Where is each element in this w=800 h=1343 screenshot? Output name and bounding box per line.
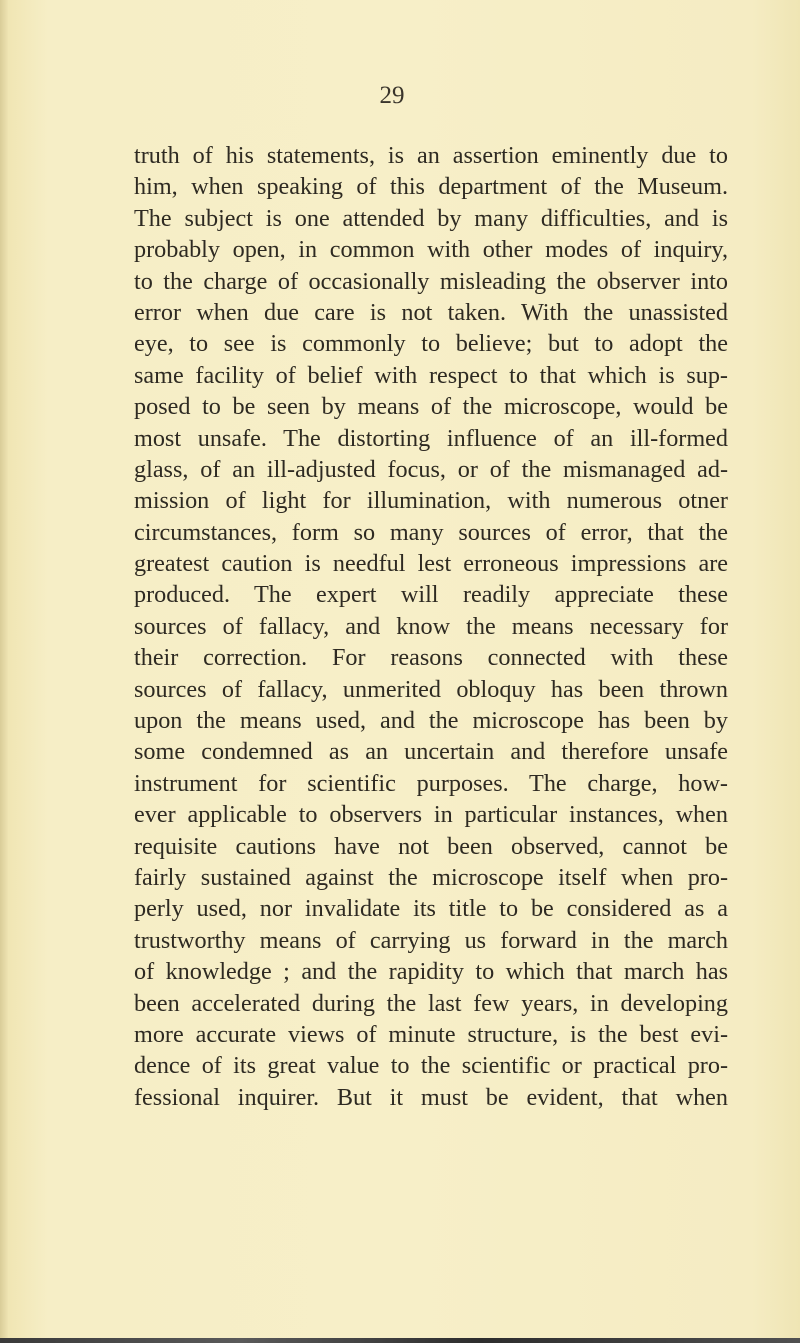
text-line-20: some condemned as an uncertain and therefore unsafe — [134, 738, 728, 766]
text-line-6: error when due care is not taken. With the unassisted — [134, 298, 728, 326]
text-line-26: trustworthy means of carrying us forward in the march — [134, 926, 728, 954]
text-line-29: more accurate views of minute structure, is the best evi- — [134, 1020, 728, 1048]
text-line-3: The subject is one attended by many difficulties, and is — [134, 204, 728, 232]
text-line-25: perly used, nor invalidate its title to be considered as a — [134, 895, 728, 923]
text-line-14: greatest caution is needful lest erroneous impressions are — [134, 550, 728, 578]
text-line-31: fessional inquirer. But it must be evident, that when — [134, 1083, 728, 1111]
text-line-23: requisite cautions have not been observed, cannot be — [134, 832, 728, 860]
page-gutter-edge — [0, 0, 8, 1343]
text-line-2: him, when speaking of this department of the Museum. — [134, 173, 728, 201]
text-line-16: sources of fallacy, and know the means necessary for — [134, 612, 728, 640]
text-line-13: circumstances, form so many sources of error, that the — [134, 518, 728, 546]
page-bottom-border — [0, 1338, 800, 1343]
text-line-8: same facility of belief with respect to that which is sup- — [134, 361, 728, 389]
text-line-28: been accelerated during the last few years, in developing — [134, 989, 728, 1017]
text-line-22: ever applicable to observers in particular instances, when — [134, 801, 728, 829]
text-line-9: posed to be seen by means of the microscope, would be — [134, 393, 728, 421]
text-line-21: instrument for scientific purposes. The charge, how- — [134, 769, 728, 797]
text-line-15: produced. The expert will readily appreciate these — [134, 581, 728, 609]
text-line-27: of knowledge ; and the rapidity to which that march has — [134, 958, 728, 986]
text-line-30: dence of its great value to the scientific or practical pro- — [134, 1052, 728, 1080]
text-line-19: upon the means used, and the microscope has been by — [134, 707, 728, 735]
text-line-24: fairly sustained against the microscope itself when pro- — [134, 863, 728, 891]
text-line-11: glass, of an ill-adjusted focus, or of the mismanaged ad- — [134, 455, 728, 483]
text-line-5: to the charge of occasionally misleading the observer into — [134, 267, 728, 295]
body-text — [134, 140, 728, 1113]
page-number: 29 — [379, 82, 405, 109]
text-line-17: their correction. For reasons connected with these — [134, 644, 728, 672]
text-line-18: sources of fallacy, unmerited obloquy has been thrown — [134, 675, 728, 703]
text-line-12: mission of light for illumination, with numerous otner — [134, 487, 728, 515]
text-line-1: truth of his statements, is an assertion eminently due to — [134, 142, 728, 169]
text-line-7: eye, to see is commonly to believe; but to adopt the — [134, 330, 728, 358]
text-line-10: most unsafe. The distorting influence of an ill-formed — [134, 424, 728, 452]
text-line-4: probably open, in common with other modes of inquiry, — [134, 236, 728, 264]
